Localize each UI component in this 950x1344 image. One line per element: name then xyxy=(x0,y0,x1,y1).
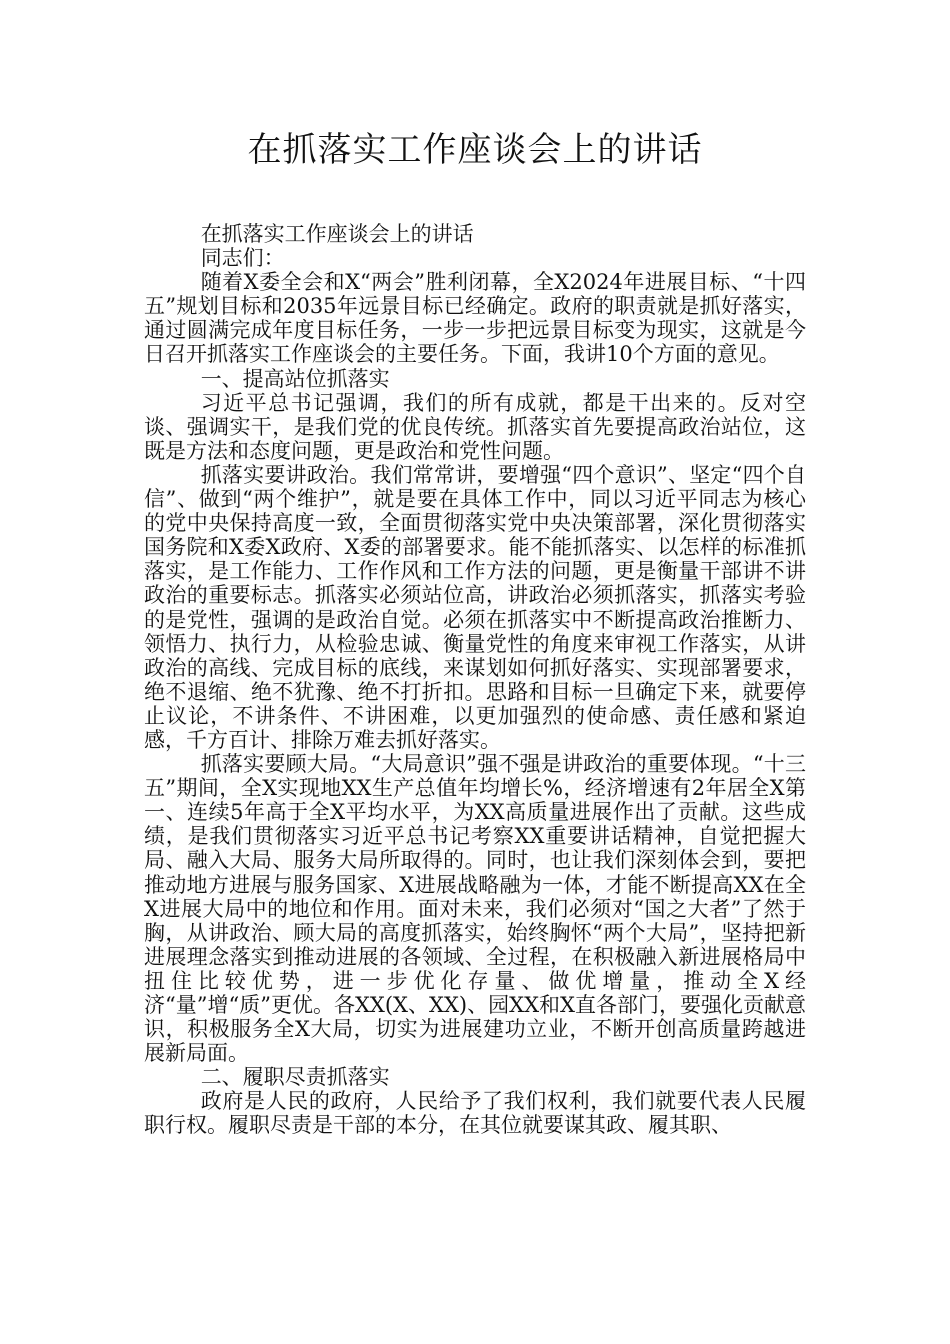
section-heading: 二、履职尽责抓落实 xyxy=(200,1065,390,1090)
section-heading: 一、提高站位抓落实 xyxy=(200,366,390,391)
body-paragraph: 抓落实要顾大局。“大局意识”强不强是讲政治的重要体现。“十三五”期间，全X实现地XX生产总值年均增长%，经济增速有2年居全X第一、连续5年高于全X平均水平，为XX高质量进展作出了贡献。这些成绩，是我们贯彻落实习近平总书记考察XX重要讲话精神，自觉把握大局、融入大局、服务大局所取得的。同时，也让我们深刻体会到，要把推动地方进展与服务国家、X进展战略融为一体，才能不断提高XX在全X进展大局中的地位和作用。面对未来，我们必须对“国之大者”了然于胸，从讲政治、顾大局的高度抓落实，始终胸怀“两个大局”，坚持把新进展理念落实到推动进展的各领域、全过程，在积极融入新进展格局中扭住比较优势，进一步优化存量、做优增量，推动全X经济“量”增“质”更优。各XX(X、XX)、园XX和X直各部门，要强化贡献意识，积极服务全X大局，切实为进展建功立业，不断开创高质量跨越进展新局面。 xyxy=(144,752,806,1066)
body-paragraph: 习近平总书记强调，我们的所有成就，都是干出来的。反对空谈、强调实干，是我们党的优良传统。抓落实首先要提高政治站位，这既是方法和态度问题，更是政治和党性问题。 xyxy=(144,390,806,463)
speech-heading: 在抓落实工作座谈会上的讲话 xyxy=(200,222,474,246)
body-paragraph: 随着X委全会和X“两会”胜利闭幕，全X2024年进展目标、“十四五”规划目标和2035年远景目标已经确定。政府的职责就是抓好落实，通过圆满完成年度目标任务，一步一步把远景目标变为现实，这就是今日召开抓落实工作座谈会的主要任务。下面，我讲10个方面的意见。 xyxy=(144,270,806,367)
salutation: 同志们： xyxy=(200,246,285,271)
document-body xyxy=(144,222,806,1138)
body-paragraph: 政府是人民的政府，人民给予了我们权利，我们就要代表人民履职行权。履职尽责是干部的本分，在其位就要谋其政、履其职、 xyxy=(144,1089,806,1138)
document-title: 在抓落实工作座谈会上的讲话 xyxy=(247,130,703,170)
body-paragraph: 抓落实要讲政治。我们常常讲，要增强“四个意识”、坚定“四个自信”、做到“两个维护”，就是要在具体工作中，同以习近平同志为核心的党中央保持高度一致，全面贯彻落实党中央决策部署，深化贯彻落实国务院和X委X政府、X委的部署要求。能不能抓落实、以怎样的标准抓落实，是工作能力、工作作风和工作方法的问题，更是衡量干部讲不讲政治的重要标志。抓落实必须站位高，讲政治必须抓落实，抓落实考验的是党性，强调的是政治自觉。必须在抓落实中不断提高政治推断力、领悟力、执行力，从检验忠诚、衡量党性的角度来审视工作落实，从讲政治的高线、完成目标的底线，来谋划如何抓好落实、实现部署要求，绝不退缩、绝不犹豫、绝不打折扣。思路和目标一旦确定下来，就要停止议论，不讲条件、不讲困难，以更加强烈的使命感、责任感和紧迫感，千方百计、排除万难去抓好落实。 xyxy=(144,462,806,752)
